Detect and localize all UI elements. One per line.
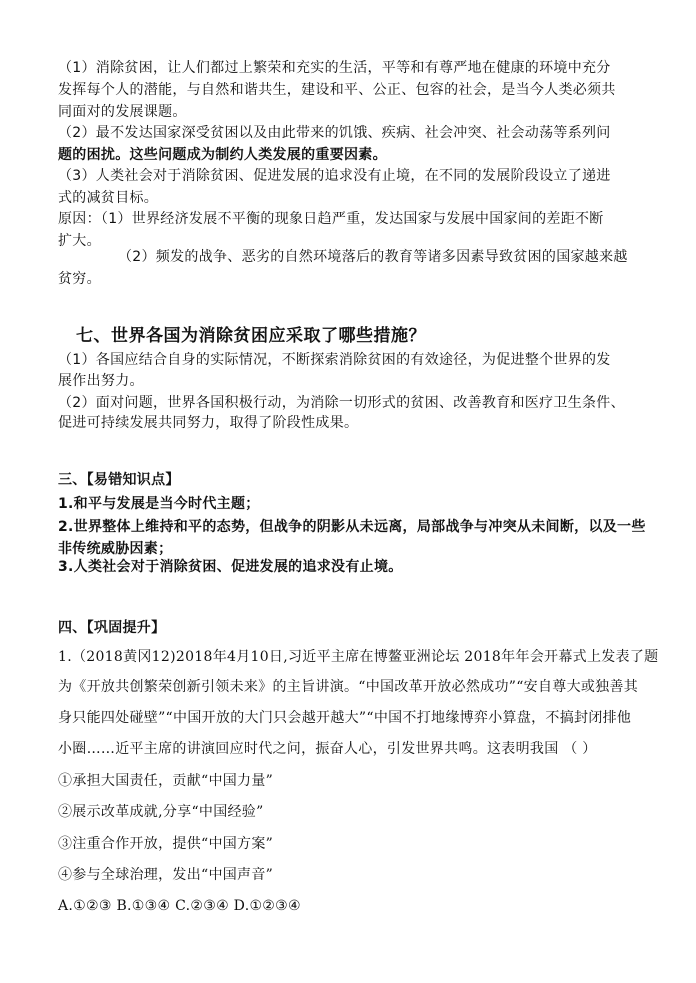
s6-p1-line2: 发挥每个人的潜能，与自然和谐共生，建设和平、公正、包容的社会，是当今人类必须共 <box>58 82 616 98</box>
s6-p2-line2: 题的困扰。这些问题成为制约人类发展的重要因素。 <box>58 147 387 163</box>
q1-option2: ②展示改革成就,分享“中国经验” <box>58 804 264 820</box>
q1-line1: 1.（2018黄冈12)2018年4月10日,习近平主席在博鳌亚洲论坛 2018年年会开幕式上发表了题 <box>58 649 659 665</box>
section4-title: 四、【巩固提升】 <box>58 620 166 636</box>
s7-p1-line2: 展作出努力。 <box>58 373 144 389</box>
s6-reason-line1: 原因：（1）世界经济发展不平衡的现象日趋严重，发达国家与发展中国家间的差距不断 <box>58 211 604 227</box>
q1-line4: 小圈……近平主席的讲演回应时代之问，振奋人心，引发世界共鸣。这表明我国 （ ） <box>58 741 597 757</box>
s6-p2-line1: （2）最不发达国家深受贫困以及由此带来的饥饿、疾病、社会冲突、社会动荡等系列问 <box>58 125 611 141</box>
s7-p2-line2: 促进可持续发展共同努力，取得了阶段性成果。 <box>58 415 359 431</box>
s3-item2-line1: 2.世界整体上维持和平的态势，但战争的阴影从未远离，局部战争与冲突从未间断，以及一些 <box>58 519 646 535</box>
s6-reason2-line2: 贫穷。 <box>58 271 101 287</box>
s7-p2-line1: （2）面对问题，世界各国积极行动，为消除一切形式的贫困、改善教育和医疗卫生条件、 <box>58 395 625 411</box>
s6-reason-line2: 扩大。 <box>58 233 101 249</box>
s3-item3: 3.人类社会对于消除贫困、促进发展的追求没有止境。 <box>58 559 403 575</box>
s3-item1: 1.和平与发展是当今时代主题； <box>58 496 260 512</box>
section3-title: 三、【易错知识点】 <box>58 472 180 488</box>
s6-p1-line3: 同面对的发展课题。 <box>58 104 187 120</box>
q1-option3: ③注重合作开放，提供“中国方案” <box>58 836 274 852</box>
q1-line2: 为《开放共创繁荣创新引领未来》的主旨讲演。“中国改革开放必然成功”“安自尊大或独善其 <box>58 679 639 695</box>
q1-choices: A.①②③ B.①③④ C.②③④ D.①②③④ <box>58 898 301 914</box>
s6-reason2-line1: （2）频发的战争、恶劣的自然环境落后的教育等诸多因素导致贫困的国家越来越 <box>118 249 628 265</box>
s6-p3-line1: （3）人类社会对于消除贫困、促进发展的追求没有止境，在不同的发展阶段设立了递进 <box>58 168 611 184</box>
s6-p1-line1: （1）消除贫困，让人们都过上繁荣和充实的生活，平等和有尊严地在健康的环境中充分 <box>58 60 611 76</box>
s7-p1-line1: （1）各国应结合自身的实际情况，不断探索消除贫困的有效途径，为促进整个世界的发 <box>58 352 611 368</box>
s3-item2-line2: 非传统威胁因素； <box>58 541 173 557</box>
q1-option1: ①承担大国责任，贡献“中国力量” <box>58 773 274 789</box>
s6-p3-line2: 式的减贫目标。 <box>58 190 159 206</box>
section7-title: 七、世界各国为消除贫困应采取了哪些措施？ <box>76 326 426 346</box>
q1-option4: ④参与全球治理，发出“中国声音” <box>58 867 274 883</box>
q1-line3: 身只能四处碰壁”“中国开放的大门只会越开越大”“中国不打地缘博弈小算盘，不搞封闭排他 <box>58 710 632 726</box>
